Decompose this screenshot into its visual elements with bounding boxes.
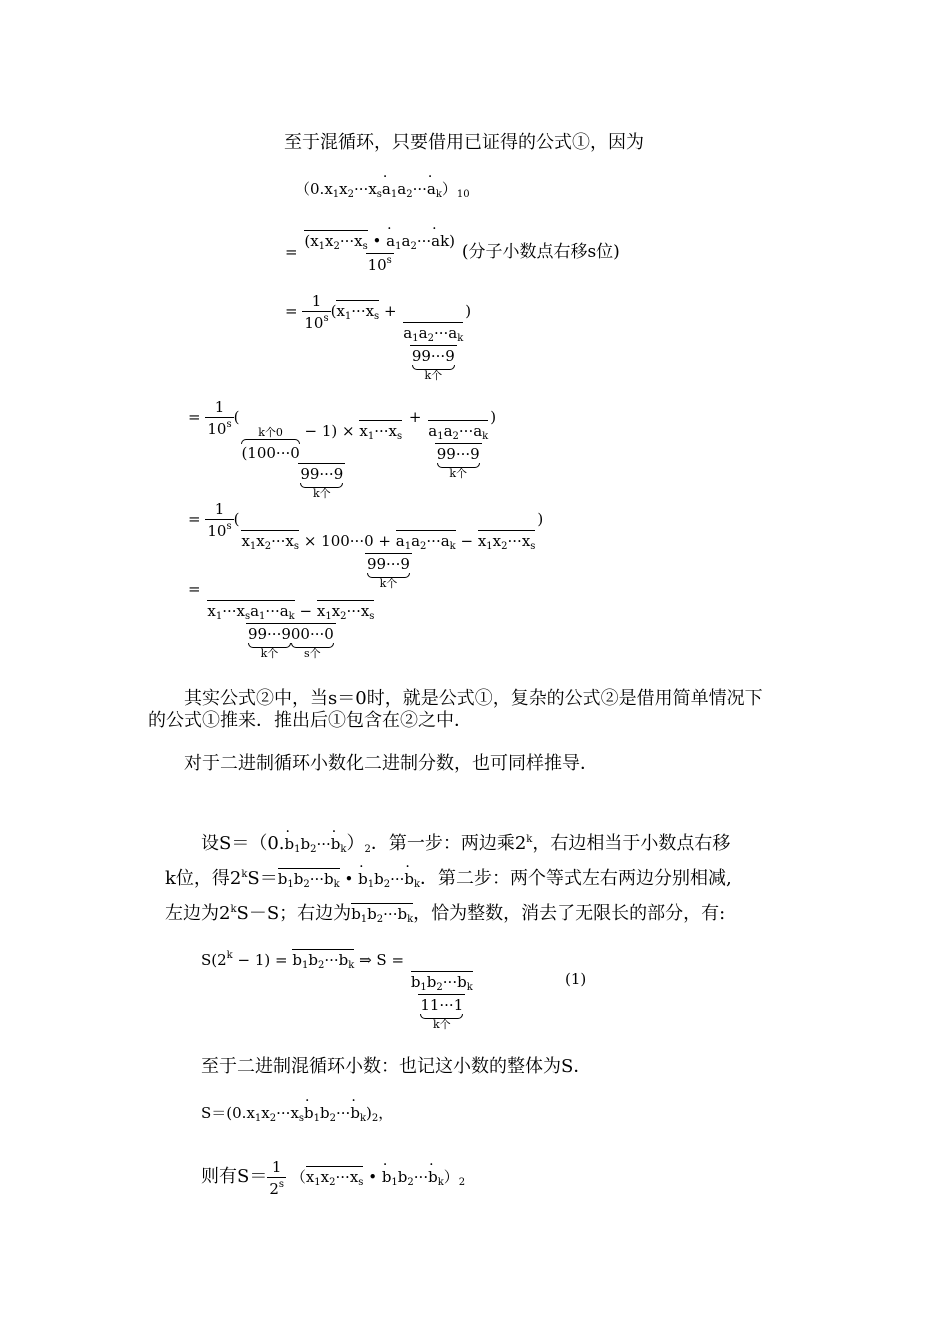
formula-step-expand: = $\frac{1}{10^s}$ ( k个0 (100···0 − $1) \times x_1\cdot\cdot\cdot x_s$ 99···9 k个 + $a_1a_2\cdot\cdot\cdot a_k$ 99···9 k个 ) — [188, 398, 497, 500]
paragraph-binary-intro: 对于二进制循环小数化二进制分数，也可同样推导． — [184, 753, 598, 774]
shift-note: (分子小数点右移s位) — [461, 242, 620, 262]
paragraph-binary-step-line2: k位，得$2^kS=b_1b_2\cdot\cdot\cdot b_k$ • · $b_1b_2\cdot\cdot\cdot\cdot b_k$．第二步：两个等式左右两边分别相减, — [165, 864, 732, 890]
paragraph-binary-step-line3: 左边为$2^kS-S$；右边为$b_1b_2\cdot\cdot\cdot b_k$，恰为整数，消去了无限长的部分，有: — [165, 903, 726, 925]
formula-binary-mixed: $S=(0.x_1x_2\cdot\cdot\cdot x_s\cdot b_1b_2\cdot\cdot\cdot\cdot b_k)_2$， — [201, 1102, 393, 1124]
paragraph-binary-step-line1: 设$S=(0.\cdot b_1b_2\cdot\cdot\cdot\cdot b_k)_2$．第一步：两边乘2$^k$，右边相当于小数点右移 — [201, 829, 730, 855]
paragraph-mixed-intro: 至于混循环，只要借用已证得的公式①，因为 — [284, 132, 644, 153]
paragraph-binary-mixed-intro: 至于二进制混循环小数：也记这小数的整体为S． — [201, 1056, 592, 1077]
equation-number-1: (1) — [565, 970, 587, 988]
formula-binary-pure: $S(2^k - 1) = b_1b_2\cdot\cdot\cdot b_k$ ⇒ S = $b_1b_2\cdot\cdot\cdot b_k$ 11···1 k个 — [201, 950, 473, 1031]
formula-result-2: = $x_1\cdot\cdot\cdot x_sa_1\cdot\cdot\cdot a_k - x_1x_2\cdot\cdot\cdot x_s$ 99···9 k个 00···0 s个 — [188, 580, 375, 660]
formula-step-combine: = $\frac{1}{10^s}$ ( $x_1x_2\cdot\cdot\cdot x_s \times 100\cdot\cdot\cdot 0 + a_1a_2\cdot\cdot\cdot a_k - x_1x_2\cdot\cdot\cdot x_s$ 99···9 k个 ) — [188, 500, 544, 590]
paragraph-remark-line2: 的公式①推来．推出后①包含在②之中． — [148, 710, 472, 731]
formula-step-shift: = $\frac{(x_1x_2\cdot\cdot\cdot x_s • \cdot a_1a_2\cdot\cdot\cdot\cdot ak)}{10^s}$ (分子小数点右移s位) — [285, 232, 620, 274]
paragraph-remark-line1: 其实公式②中，当s＝0时，就是公式①，复杂的公式②是借用简单情况下 — [184, 688, 763, 709]
formula-step-split: = $\frac{1}{10^s}$ ($x_1\cdot\cdot\cdot x_s$ + $a_1a_2\cdot\cdot\cdot a_k$ 99···9 k个 ) — [285, 292, 472, 382]
formula-binary-mixed-shift: 则有S＝ $\frac{1}{2^s}$ （$x_1x_2\cdot\cdot\cdot x_s$ • · $b_1b_2\cdot\cdot\cdot\cdot b_k)_2$ — [201, 1158, 465, 1198]
formula-mixed-decimal: $(0.x_1x_2\cdot\cdot\cdot x_s\cdot a_1a_2\cdot\cdot\cdot\cdot a_k)_{10}$ — [295, 178, 470, 200]
